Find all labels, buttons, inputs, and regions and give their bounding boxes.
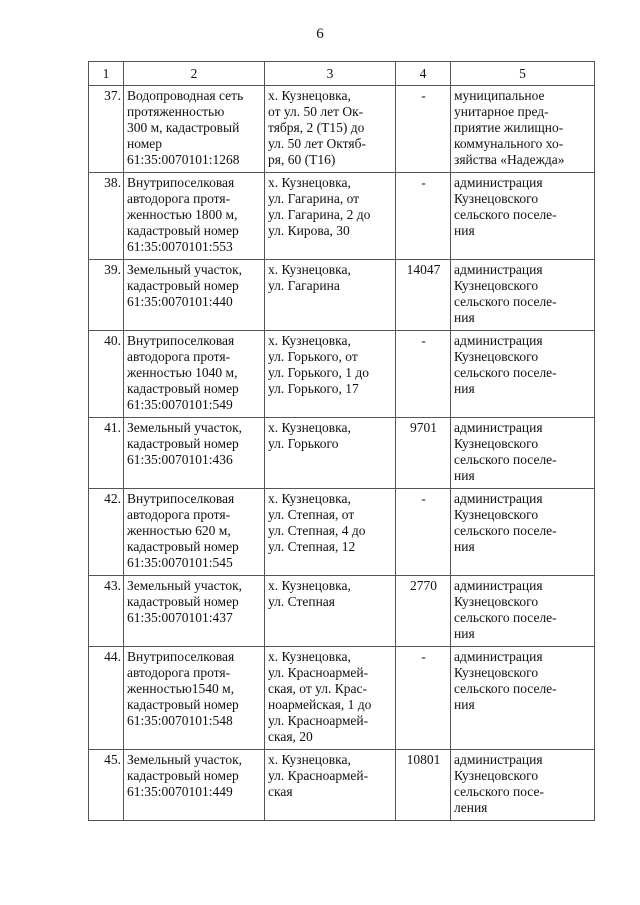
cell-line: ния (454, 468, 475, 483)
cell-line: муниципальное (454, 88, 545, 103)
cell-line: женностью 1040 м, (127, 365, 238, 380)
area-cell: 9701 (396, 418, 451, 489)
cell-line: ния (454, 626, 475, 641)
cell-line: Внутрипоселковая (127, 175, 235, 190)
cell-line: ния (454, 381, 475, 396)
cell-line: ния (454, 539, 475, 554)
area-cell: - (396, 331, 451, 418)
table-header-row (89, 62, 595, 86)
table-body (89, 62, 595, 821)
cell-line: Земельный участок, (127, 420, 243, 435)
area-cell: - (396, 173, 451, 260)
object-name-cell (124, 331, 265, 418)
area-cell: 14047 (396, 260, 451, 331)
cell-line: Кузнецовского (454, 349, 539, 364)
cell-line: протяженностью (127, 104, 225, 119)
cell-line: сельского поселе- (454, 610, 557, 625)
cell-line: женностью 1800 м, (127, 207, 238, 222)
row-number-cell: 42. (89, 489, 124, 576)
cell-line: Кузнецовского (454, 768, 539, 783)
row-number-cell: 43. (89, 576, 124, 647)
address-cell (265, 489, 396, 576)
cell-line: сельского поселе- (454, 523, 557, 538)
cell-line: от ул. 50 лет Ок- (268, 104, 364, 119)
cell-line: кадастровый номер (127, 697, 239, 712)
cell-line: администрация (454, 752, 543, 767)
cell-line: 61:35:0070101:437 (127, 610, 233, 625)
cell-line: Земельный участок, (127, 752, 243, 767)
cell-line: х. Кузнецовка, (268, 175, 351, 190)
table-row (89, 173, 595, 260)
owner-cell (451, 647, 595, 750)
table-row (89, 576, 595, 647)
owner-cell (451, 331, 595, 418)
cell-line: х. Кузнецовка, (268, 752, 351, 767)
cell-line: сельского поселе- (454, 207, 557, 222)
owner-cell (451, 418, 595, 489)
cell-line: 300 м, кадастровый (127, 120, 240, 135)
cell-line: номер (127, 136, 163, 151)
cell-line: приятие жилищно- (454, 120, 564, 135)
cell-line: ул. Степная, 12 (268, 539, 356, 554)
cell-line: сельского посе- (454, 784, 544, 799)
address-cell (265, 86, 396, 173)
page-number: 6 (316, 26, 324, 42)
owner-cell (451, 173, 595, 260)
cell-line: ул. Гагарина (268, 278, 340, 293)
cell-line: администрация (454, 175, 543, 190)
cell-line: кадастровый номер (127, 594, 239, 609)
area-cell: 10801 (396, 750, 451, 821)
cell-line: ул. Красноармей- (268, 768, 369, 783)
cell-line: автодорога протя- (127, 349, 231, 364)
object-name-cell (124, 86, 265, 173)
table-row (89, 260, 595, 331)
cell-line: 61:35:0070101:1268 (127, 152, 240, 167)
cell-line: Земельный участок, (127, 578, 243, 593)
address-cell (265, 173, 396, 260)
object-name-cell (124, 489, 265, 576)
cell-line: автодорога протя- (127, 665, 231, 680)
address-cell (265, 418, 396, 489)
cell-line: ря, 60 (Т16) (268, 152, 336, 167)
owner-cell (451, 576, 595, 647)
cell-line: женностью1540 м, (127, 681, 235, 696)
cell-line: 61:35:0070101:449 (127, 784, 233, 799)
cell-line: Внутрипоселковая (127, 333, 235, 348)
cell-line: ул. Горького, 17 (268, 381, 359, 396)
object-name-cell (124, 418, 265, 489)
object-name-cell (124, 576, 265, 647)
address-cell (265, 331, 396, 418)
object-name-cell (124, 647, 265, 750)
cell-line: ул. Степная, от (268, 507, 355, 522)
cell-line: 61:35:0070101:545 (127, 555, 233, 570)
table-row (89, 331, 595, 418)
cell-line: 61:35:0070101:440 (127, 294, 233, 309)
cell-line: ул. 50 лет Октяб- (268, 136, 366, 151)
cell-line: кадастровый номер (127, 539, 239, 554)
cell-line: ул. Степная, 4 до (268, 523, 366, 538)
cell-line: автодорога протя- (127, 507, 231, 522)
cell-line: сельского поселе- (454, 294, 557, 309)
cell-line: х. Кузнецовка, (268, 88, 351, 103)
owner-cell (451, 750, 595, 821)
address-cell (265, 647, 396, 750)
cell-line: администрация (454, 649, 543, 664)
cell-line: коммунального хо- (454, 136, 564, 151)
cell-line: ул. Горького, 1 до (268, 365, 369, 380)
cell-line: сельского поселе- (454, 365, 557, 380)
table-row (89, 647, 595, 750)
cell-line: ул. Горького (268, 436, 339, 451)
table-row (89, 489, 595, 576)
cell-line: 61:35:0070101:436 (127, 452, 233, 467)
row-number-cell: 44. (89, 647, 124, 750)
cell-line: администрация (454, 491, 543, 506)
cell-line: ул. Красноармей- (268, 713, 369, 728)
column-header: 4 (396, 62, 451, 86)
table-row (89, 418, 595, 489)
cell-line: ская, от ул. Крас- (268, 681, 368, 696)
column-header: 2 (124, 62, 265, 86)
row-number-cell: 40. (89, 331, 124, 418)
cell-line: ская (268, 784, 293, 799)
cell-line: х. Кузнецовка, (268, 420, 351, 435)
cell-line: кадастровый номер (127, 768, 239, 783)
cell-line: автодорога протя- (127, 191, 231, 206)
cell-line: 61:35:0070101:549 (127, 397, 233, 412)
row-number-cell: 38. (89, 173, 124, 260)
cell-line: Кузнецовского (454, 507, 539, 522)
cell-line: ул. Степная (268, 594, 336, 609)
cell-line: женностью 620 м, (127, 523, 231, 538)
cell-line: х. Кузнецовка, (268, 333, 351, 348)
cell-line: сельского поселе- (454, 452, 557, 467)
column-header: 5 (451, 62, 595, 86)
cell-line: тября, 2 (Т15) до (268, 120, 365, 135)
address-cell (265, 260, 396, 331)
cell-line: Кузнецовского (454, 278, 539, 293)
owner-cell (451, 260, 595, 331)
cell-line: ул. Красноармей- (268, 665, 369, 680)
property-registry-table (88, 61, 595, 821)
cell-line: кадастровый номер (127, 381, 239, 396)
cell-line: Кузнецовского (454, 191, 539, 206)
cell-line: сельского поселе- (454, 681, 557, 696)
row-number-cell: 39. (89, 260, 124, 331)
column-header: 1 (89, 62, 124, 86)
cell-line: кадастровый номер (127, 223, 239, 238)
owner-cell (451, 86, 595, 173)
row-number-cell: 41. (89, 418, 124, 489)
cell-line: ления (454, 800, 488, 815)
cell-line: Кузнецовского (454, 436, 539, 451)
cell-line: ул. Гагарина, 2 до (268, 207, 371, 222)
cell-line: ния (454, 310, 475, 325)
cell-line: ул. Гагарина, от (268, 191, 360, 206)
area-cell: - (396, 489, 451, 576)
cell-line: Водопроводная сеть (127, 88, 244, 103)
row-number-cell: 37. (89, 86, 124, 173)
cell-line: администрация (454, 333, 543, 348)
cell-line: ния (454, 223, 475, 238)
object-name-cell (124, 173, 265, 260)
cell-line: 61:35:0070101:553 (127, 239, 233, 254)
cell-line: х. Кузнецовка, (268, 262, 351, 277)
cell-line: унитарное пред- (454, 104, 549, 119)
cell-line: администрация (454, 578, 543, 593)
table-row (89, 750, 595, 821)
cell-line: администрация (454, 420, 543, 435)
cell-line: Внутрипоселковая (127, 491, 235, 506)
cell-line: х. Кузнецовка, (268, 491, 351, 506)
owner-cell (451, 489, 595, 576)
cell-line: ская, 20 (268, 729, 313, 744)
cell-line: х. Кузнецовка, (268, 649, 351, 664)
table-row (89, 86, 595, 173)
cell-line: Кузнецовского (454, 665, 539, 680)
cell-line: администрация (454, 262, 543, 277)
cell-line: ул. Горького, от (268, 349, 358, 364)
cell-line: 61:35:0070101:548 (127, 713, 233, 728)
column-header: 3 (265, 62, 396, 86)
address-cell (265, 576, 396, 647)
object-name-cell (124, 750, 265, 821)
cell-line: ул. Кирова, 30 (268, 223, 350, 238)
cell-line: кадастровый номер (127, 278, 239, 293)
area-cell: - (396, 86, 451, 173)
area-cell: - (396, 647, 451, 750)
object-name-cell (124, 260, 265, 331)
cell-line: Внутрипоселковая (127, 649, 235, 664)
cell-line: кадастровый номер (127, 436, 239, 451)
cell-line: ноармейская, 1 до (268, 697, 372, 712)
cell-line: Кузнецовского (454, 594, 539, 609)
cell-line: х. Кузнецовка, (268, 578, 351, 593)
cell-line: ния (454, 697, 475, 712)
row-number-cell: 45. (89, 750, 124, 821)
area-cell: 2770 (396, 576, 451, 647)
cell-line: Земельный участок, (127, 262, 243, 277)
address-cell (265, 750, 396, 821)
cell-line: зяйства «Надежда» (454, 152, 565, 167)
